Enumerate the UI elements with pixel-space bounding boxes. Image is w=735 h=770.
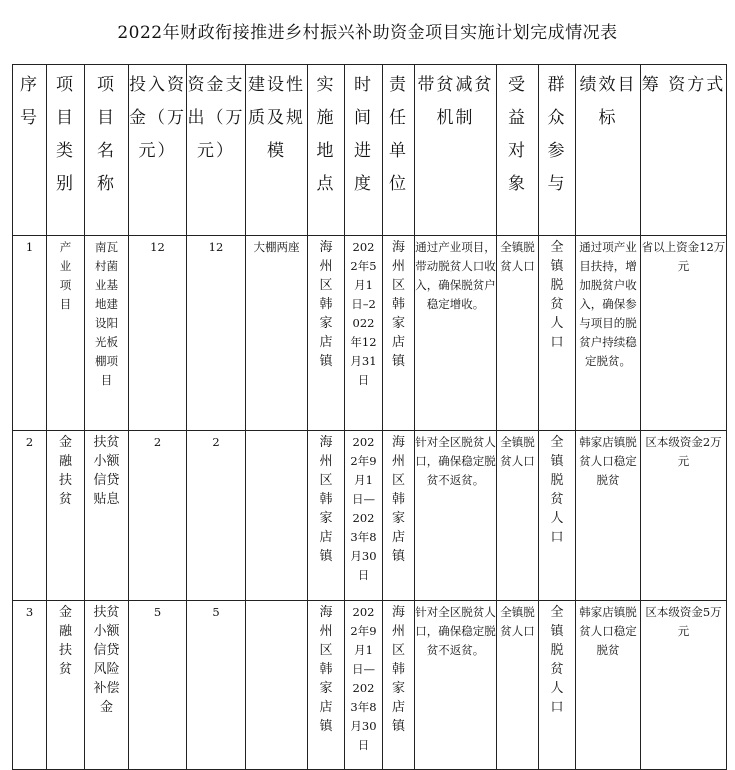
cell-name: 南瓦村菌业基地建设阳光板棚项目 [85,236,129,431]
cell-participation: 全镇脱贫人口 [539,431,576,601]
cell-scale: 大棚两座 [246,236,308,431]
header-schedule: 时间进度 [345,65,383,236]
cell-participation: 全镇脱贫人口 [539,601,576,770]
header-spend: 资金支出（万元） [187,65,246,236]
header-name: 项目名称 [85,65,129,236]
plan-table [12,64,727,770]
header-no: 序号 [13,65,47,236]
cell-funding: 区本级资金2万元 [641,431,727,601]
header-beneficiary: 受益对象 [497,65,539,236]
cell-beneficiary: 全镇脱贫人口 [497,431,539,601]
table-row [13,601,727,770]
cell-funding: 省以上资金12万元 [641,236,727,431]
cell-name: 扶贫小额信贷贴息 [85,431,129,601]
header-category: 项目类别 [47,65,85,236]
cell-beneficiary: 全镇脱贫人口 [497,601,539,770]
cell-category: 金融扶贫 [47,601,85,770]
page-title: 2022年财政衔接推进乡村振兴补助资金项目实施计划完成情况表 [117,23,618,43]
cell-spend: 12 [187,236,246,431]
header-funding: 筹 资方式 [641,65,727,236]
cell-mechanism: 针对全区脱贫人口，确保稳定脱贫不返贫。 [415,601,497,770]
header-goal: 绩效目标 [576,65,641,236]
cell-spend: 5 [187,601,246,770]
cell-scale [246,431,308,601]
cell-category: 产业项目 [47,236,85,431]
cell-mechanism: 通过产业项目，带动脱贫人口收入，确保脱贫户稳定增收。 [415,236,497,431]
cell-no: 2 [13,431,47,601]
cell-schedule: 2022年5月1日–2022年12月31日 [345,236,383,431]
cell-location: 海州区韩家店镇 [308,601,345,770]
table-row [13,431,727,601]
cell-location: 海州区韩家店镇 [308,431,345,601]
cell-goal: 韩家店镇脱贫人口稳定脱贫 [576,601,641,770]
cell-category: 金融扶贫 [47,431,85,601]
cell-mechanism: 针对全区脱贫人口，确保稳定脱贫不返贫。 [415,431,497,601]
cell-location: 海州区韩家店镇 [308,236,345,431]
header-unit: 责任单位 [383,65,415,236]
cell-funding: 区本级资金5万元 [641,601,727,770]
header-mechanism: 带贫减贫机制 [415,65,497,236]
header-location: 实施地点 [308,65,345,236]
cell-invest: 5 [129,601,187,770]
header-scale: 建设性质及规模 [246,65,308,236]
cell-unit: 海州区韩家店镇 [383,601,415,770]
table-row [13,236,727,431]
cell-goal: 韩家店镇脱贫人口稳定脱贫 [576,431,641,601]
cell-no: 3 [13,601,47,770]
cell-unit: 海州区韩家店镇 [383,236,415,431]
cell-goal: 通过项产业目扶持，增加脱贫户收入，确保参与项目的脱贫户持续稳定脱贫。 [576,236,641,431]
cell-spend: 2 [187,431,246,601]
cell-participation: 全镇脱贫人口 [539,236,576,431]
header-invest: 投入资金（万元） [129,65,187,236]
cell-no: 1 [13,236,47,431]
cell-schedule: 2022年9月1日—2023年8月30日 [345,601,383,770]
cell-scale [246,601,308,770]
cell-invest: 12 [129,236,187,431]
cell-beneficiary: 全镇脱贫人口 [497,236,539,431]
cell-schedule: 2022年9月1日—2023年8月30日 [345,431,383,601]
header-row [13,65,727,236]
cell-invest: 2 [129,431,187,601]
cell-unit: 海州区韩家店镇 [383,431,415,601]
header-participation: 群众参与 [539,65,576,236]
cell-name: 扶贫小额信贷风险补偿金 [85,601,129,770]
